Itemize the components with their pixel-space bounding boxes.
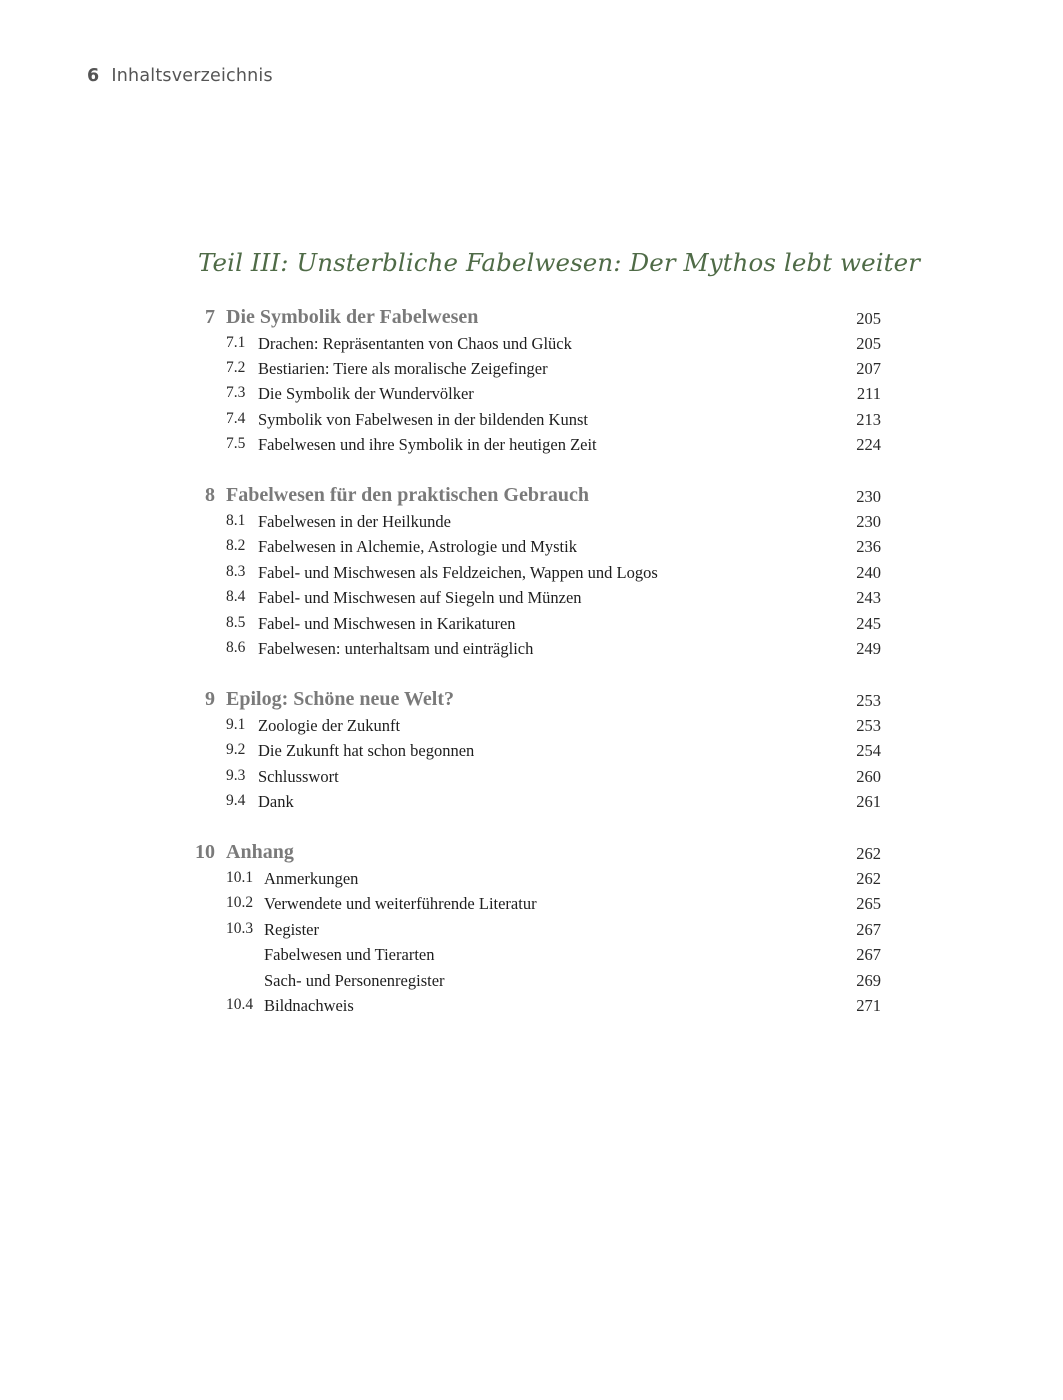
toc-section[interactable] <box>0 920 1063 944</box>
section-title: Anmerkungen <box>264 869 359 888</box>
section-title: Fabelwesen: unterhaltsam und einträglich <box>258 639 534 658</box>
toc-section[interactable] <box>0 639 1063 663</box>
page-number: 6 <box>87 66 100 86</box>
toc-subsection[interactable] <box>0 945 1063 969</box>
section-title: Symbolik von Fabelwesen in der bildenden Kunst <box>258 410 588 429</box>
part-title: Teil III: Unsterbliche Fabelwesen: Der Mythos lebt weiter <box>198 248 921 277</box>
section-number: 8.3 <box>226 563 246 580</box>
section-title: Fabelwesen und Tierarten <box>264 945 435 964</box>
section-number: 9.2 <box>226 741 246 758</box>
chapter-number: 9 <box>205 688 215 710</box>
section-page: 267 <box>856 920 881 939</box>
toc-section[interactable] <box>0 384 1063 408</box>
section-title: Fabelwesen in der Heilkunde <box>258 512 451 531</box>
section-number: 8.2 <box>226 537 246 554</box>
toc-chapter[interactable] <box>0 841 1063 865</box>
chapter-number: 8 <box>205 484 215 506</box>
section-page: 262 <box>856 869 881 888</box>
section-number: 7.1 <box>226 334 246 351</box>
section-number: 9.1 <box>226 716 246 733</box>
chapter-title: Epilog: Schöne neue Welt? <box>226 688 454 710</box>
section-title: Verwendete und weiterführende Literatur <box>264 894 537 913</box>
toc-section[interactable] <box>0 410 1063 434</box>
toc-chapter[interactable] <box>0 688 1063 712</box>
section-title: Fabelwesen und ihre Symbolik in der heutigen Zeit <box>258 435 597 454</box>
toc-section[interactable] <box>0 741 1063 765</box>
toc-section[interactable] <box>0 792 1063 816</box>
section-title: Fabelwesen in Alchemie, Astrologie und Mystik <box>258 537 577 556</box>
section-page: 240 <box>856 563 881 582</box>
section-number: 10.2 <box>226 894 254 911</box>
toc-section[interactable] <box>0 359 1063 383</box>
section-title: Zoologie der Zukunft <box>258 716 401 735</box>
chapter-page: 205 <box>856 309 881 328</box>
toc-section[interactable] <box>0 869 1063 893</box>
section-title: Drachen: Repräsentanten von Chaos und Glück <box>258 334 572 353</box>
toc-subsection[interactable] <box>0 971 1063 995</box>
section-page: 211 <box>856 384 881 403</box>
section-page: 271 <box>856 996 881 1015</box>
chapter-page: 230 <box>856 487 881 506</box>
section-title: Schlusswort <box>258 767 339 786</box>
section-number: 7.3 <box>226 384 246 401</box>
toc-section[interactable] <box>0 512 1063 536</box>
section-title: Sach- und Personenregister <box>264 971 445 990</box>
section-page: 245 <box>856 614 881 633</box>
section-page: 207 <box>856 359 881 378</box>
toc-chapter[interactable] <box>0 484 1063 508</box>
toc-section[interactable] <box>0 537 1063 561</box>
section-page: 213 <box>856 410 881 429</box>
toc-section[interactable] <box>0 588 1063 612</box>
section-page: 230 <box>856 512 881 531</box>
section-number: 8.6 <box>226 639 246 656</box>
toc-section[interactable] <box>0 563 1063 587</box>
section-title: Register <box>264 920 319 939</box>
section-title: Die Zukunft hat schon begonnen <box>258 741 475 760</box>
section-page: 224 <box>856 435 881 454</box>
toc-section[interactable] <box>0 614 1063 638</box>
chapter-page: 253 <box>856 691 881 710</box>
chapter-number: 10 <box>195 841 215 863</box>
section-number: 10.1 <box>226 869 254 886</box>
section-number: 10.3 <box>226 920 254 937</box>
section-number: 8.5 <box>226 614 246 631</box>
chapter-title: Anhang <box>226 841 294 863</box>
chapter-title: Die Symbolik der Fabelwesen <box>226 306 479 328</box>
section-page: 236 <box>856 537 881 556</box>
section-title: Fabel- und Mischwesen auf Siegeln und Münzen <box>258 588 582 607</box>
section-number: 7.4 <box>226 410 246 427</box>
section-number: 8.1 <box>226 512 246 529</box>
section-title: Dank <box>258 792 294 811</box>
section-page: 253 <box>856 716 881 735</box>
chapter-page: 262 <box>856 844 881 863</box>
toc-section[interactable] <box>0 435 1063 459</box>
running-head <box>87 66 273 86</box>
section-page: 265 <box>856 894 881 913</box>
toc-chapter[interactable] <box>0 306 1063 330</box>
section-number: 8.4 <box>226 588 246 605</box>
section-page: 267 <box>856 945 881 964</box>
section-number: 9.4 <box>226 792 246 809</box>
section-page: 261 <box>856 792 881 811</box>
chapter-title: Fabelwesen für den praktischen Gebrauch <box>226 484 589 506</box>
section-number: 9.3 <box>226 767 246 784</box>
section-title: Bildnachweis <box>264 996 354 1015</box>
chapter-number: 7 <box>205 306 215 328</box>
toc-section[interactable] <box>0 716 1063 740</box>
section-number: 7.5 <box>226 435 246 452</box>
toc-section[interactable] <box>0 996 1063 1020</box>
section-page: 205 <box>856 334 881 353</box>
toc-section[interactable] <box>0 334 1063 358</box>
section-page: 243 <box>856 588 881 607</box>
section-title: Bestiarien: Tiere als moralische Zeigefinger <box>258 359 548 378</box>
section-title: Fabel- und Mischwesen als Feldzeichen, Wappen und Logos <box>258 563 658 582</box>
section-title: Die Symbolik der Wundervölker <box>258 384 474 403</box>
section-page: 254 <box>856 741 881 760</box>
section-number: 7.2 <box>226 359 246 376</box>
toc-section[interactable] <box>0 894 1063 918</box>
section-page: 260 <box>856 767 881 786</box>
running-head-title: Inhaltsverzeichnis <box>111 66 273 86</box>
section-page: 269 <box>856 971 881 990</box>
section-title: Fabel- und Mischwesen in Karikaturen <box>258 614 516 633</box>
section-number: 10.4 <box>226 996 254 1013</box>
toc-section[interactable] <box>0 767 1063 791</box>
section-page: 249 <box>856 639 881 658</box>
